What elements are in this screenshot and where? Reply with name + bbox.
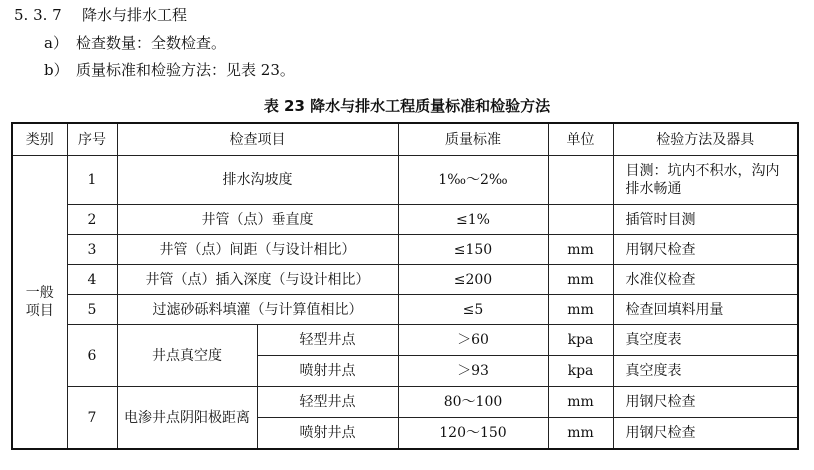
section-title: 降水与排水工程 — [82, 6, 188, 24]
item-cell: 过滤砂砾料填灌（与计算值相比） — [117, 295, 398, 325]
unit-cell: mm — [548, 265, 613, 295]
quality-standard-table — [11, 122, 799, 450]
subitem-cell: 喷射井点 — [257, 418, 398, 450]
list-item — [44, 32, 226, 53]
list-item-text: 检查数量：全数检查。 — [76, 34, 227, 52]
standard-cell: 80～100 — [398, 387, 548, 418]
table-row — [12, 265, 798, 295]
standard-cell: ≤1% — [398, 205, 548, 235]
category-cell: 一般 项目 — [12, 156, 67, 450]
header-standard: 质量标准 — [398, 123, 548, 156]
item-cell: 电渗井点阴阳极距离 — [117, 387, 257, 450]
item-cell: 井点真空度 — [117, 325, 257, 387]
unit-cell — [548, 205, 613, 235]
method-cell: 用钢尺检查 — [613, 418, 798, 450]
subitem-cell: 喷射井点 — [257, 356, 398, 387]
method-cell: 用钢尺检查 — [613, 387, 798, 418]
header-seq: 序号 — [67, 123, 117, 156]
list-item — [44, 59, 295, 80]
method-cell: 真空度表 — [613, 356, 798, 387]
item-cell: 排水沟坡度 — [117, 156, 398, 205]
unit-cell — [548, 156, 613, 205]
unit-cell: mm — [548, 295, 613, 325]
table-title: 表 23 降水与排水工程质量标准和检验方法 — [263, 97, 551, 115]
list-item-text: 质量标准和检验方法：见表 23。 — [76, 61, 295, 79]
method-cell: 真空度表 — [613, 325, 798, 356]
header-category: 类别 — [12, 123, 67, 156]
method-cell: 插管时目测 — [613, 205, 798, 235]
table-row — [12, 325, 798, 356]
method-cell: 检查回填料用量 — [613, 295, 798, 325]
unit-cell: mm — [548, 387, 613, 418]
table-row — [12, 295, 798, 325]
item-cell: 井管（点）间距（与设计相比） — [117, 235, 398, 265]
list-marker: a） — [44, 34, 68, 52]
unit-cell: mm — [548, 235, 613, 265]
seq-cell: 4 — [67, 265, 117, 295]
table-header-row — [12, 123, 798, 156]
table-row — [12, 387, 798, 418]
standard-cell: ＞93 — [398, 356, 548, 387]
header-item: 检查项目 — [117, 123, 398, 156]
table-row — [12, 156, 798, 205]
unit-cell: kpa — [548, 356, 613, 387]
standard-cell: ≤150 — [398, 235, 548, 265]
item-cell: 井管（点）垂直度 — [117, 205, 398, 235]
table-row — [12, 205, 798, 235]
section-number: 5. 3. 7 — [14, 6, 62, 24]
standard-cell: ＞60 — [398, 325, 548, 356]
list-marker: b） — [44, 61, 69, 79]
unit-cell: mm — [548, 418, 613, 450]
seq-cell: 7 — [67, 387, 117, 450]
standard-cell: 120～150 — [398, 418, 548, 450]
method-cell: 用钢尺检查 — [613, 235, 798, 265]
seq-cell: 5 — [67, 295, 117, 325]
subitem-cell: 轻型井点 — [257, 387, 398, 418]
standard-cell: ≤5 — [398, 295, 548, 325]
seq-cell: 6 — [67, 325, 117, 387]
table-row — [12, 235, 798, 265]
seq-cell: 3 — [67, 235, 117, 265]
header-method: 检验方法及器具 — [613, 123, 798, 156]
section-heading — [14, 4, 187, 25]
seq-cell: 1 — [67, 156, 117, 205]
standard-cell: 1‰～2‰ — [398, 156, 548, 205]
method-cell: 目测：坑内不积水，沟内排水畅通 — [613, 156, 798, 205]
subitem-cell: 轻型井点 — [257, 325, 398, 356]
unit-cell: kpa — [548, 325, 613, 356]
seq-cell: 2 — [67, 205, 117, 235]
method-cell: 水准仪检查 — [613, 265, 798, 295]
item-cell: 井管（点）插入深度（与设计相比） — [117, 265, 398, 295]
header-unit: 单位 — [548, 123, 613, 156]
standard-cell: ≤200 — [398, 265, 548, 295]
